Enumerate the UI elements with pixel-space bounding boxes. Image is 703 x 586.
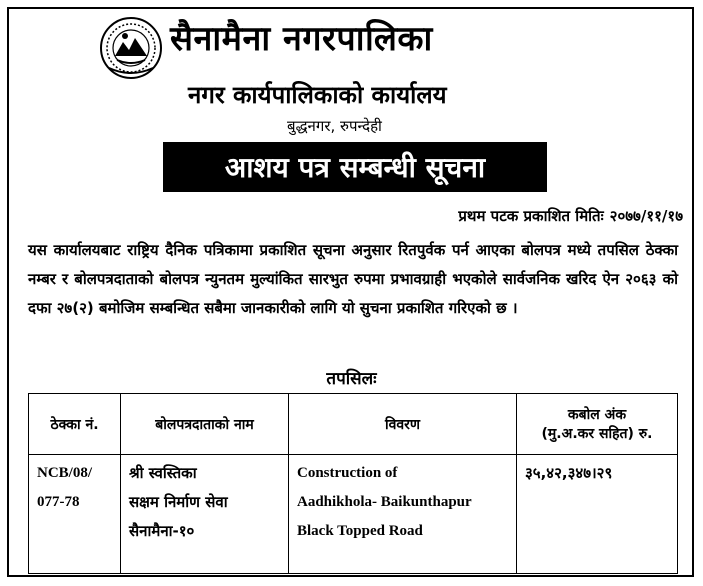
col-header-bidder-name: बोलपत्रदाताको नाम bbox=[121, 394, 289, 455]
cell-contract-no bbox=[29, 455, 121, 574]
award-table bbox=[28, 393, 678, 574]
description-line1: Construction of bbox=[297, 465, 398, 481]
publication-date-value: २०७७/११/१७ bbox=[609, 207, 683, 225]
table-header-row bbox=[29, 394, 678, 455]
bidder-line2: सक्षम निर्माण सेवा bbox=[129, 493, 228, 511]
notice-title: आशय पत्र सम्बन्धी सूचना bbox=[224, 151, 486, 184]
bidder-line3: सैनामैना-१० bbox=[129, 522, 195, 540]
office-subtitle: नगर कार्यपालिकाको कार्यालय bbox=[188, 81, 447, 109]
cell-amount: ३५,४२,३४७।२९ bbox=[517, 455, 678, 574]
cell-bidder-name bbox=[121, 455, 289, 574]
notice-paragraph: यस कार्यालयबाट राष्ट्रिय दैनिक पत्रिकामा प्रकाशित सूचना अनुसार रितपुर्वक पर्न आएका बोलपत्र मध्ये तपसिल ठेक्का नम्बर र बोलपत्रदाताको बोलपत्र न्युनतम मुल्यांकित सारभुत रुपमा प्रभावग्राही भएकोले सार्वजनिक खरिद ऐन २०६३ को दफा २७(२) बमोजिम सम्बन्धित सबैमा जानकारीको लागि यो सुचना प्रकाशित गरिएको छ । bbox=[28, 241, 678, 317]
table-row bbox=[29, 455, 678, 574]
col-header-contract-no: ठेक्का नं. bbox=[29, 394, 121, 455]
office-address: बुद्धनगर, रुपन्देही bbox=[287, 117, 382, 135]
cell-description bbox=[289, 455, 517, 574]
description-line2: Aadhikhola- Baikunthapur bbox=[297, 494, 472, 510]
col-header-amount bbox=[517, 394, 678, 455]
col-header-amount-line2: (मु.अ.कर सहित) रु. bbox=[541, 426, 653, 442]
schedule-heading: तपसिलः bbox=[326, 369, 377, 389]
notice-title-banner bbox=[163, 142, 547, 192]
col-header-description: विवरण bbox=[289, 394, 517, 455]
publication-date-line bbox=[458, 206, 683, 226]
description-line3: Black Topped Road bbox=[297, 523, 423, 539]
col-header-amount-line1: कबोल अंक bbox=[567, 407, 627, 423]
publication-date-label: प्रथम पटक प्रकाशित मितिः bbox=[458, 207, 604, 225]
contract-no-line2: 077-78 bbox=[37, 494, 80, 510]
municipality-emblem-icon bbox=[99, 16, 163, 80]
municipality-title: सैनामैना नगरपालिका bbox=[170, 19, 433, 59]
contract-no-line1: NCB/08/ bbox=[37, 465, 93, 481]
bidder-line1: श्री स्वस्तिका bbox=[129, 464, 197, 482]
